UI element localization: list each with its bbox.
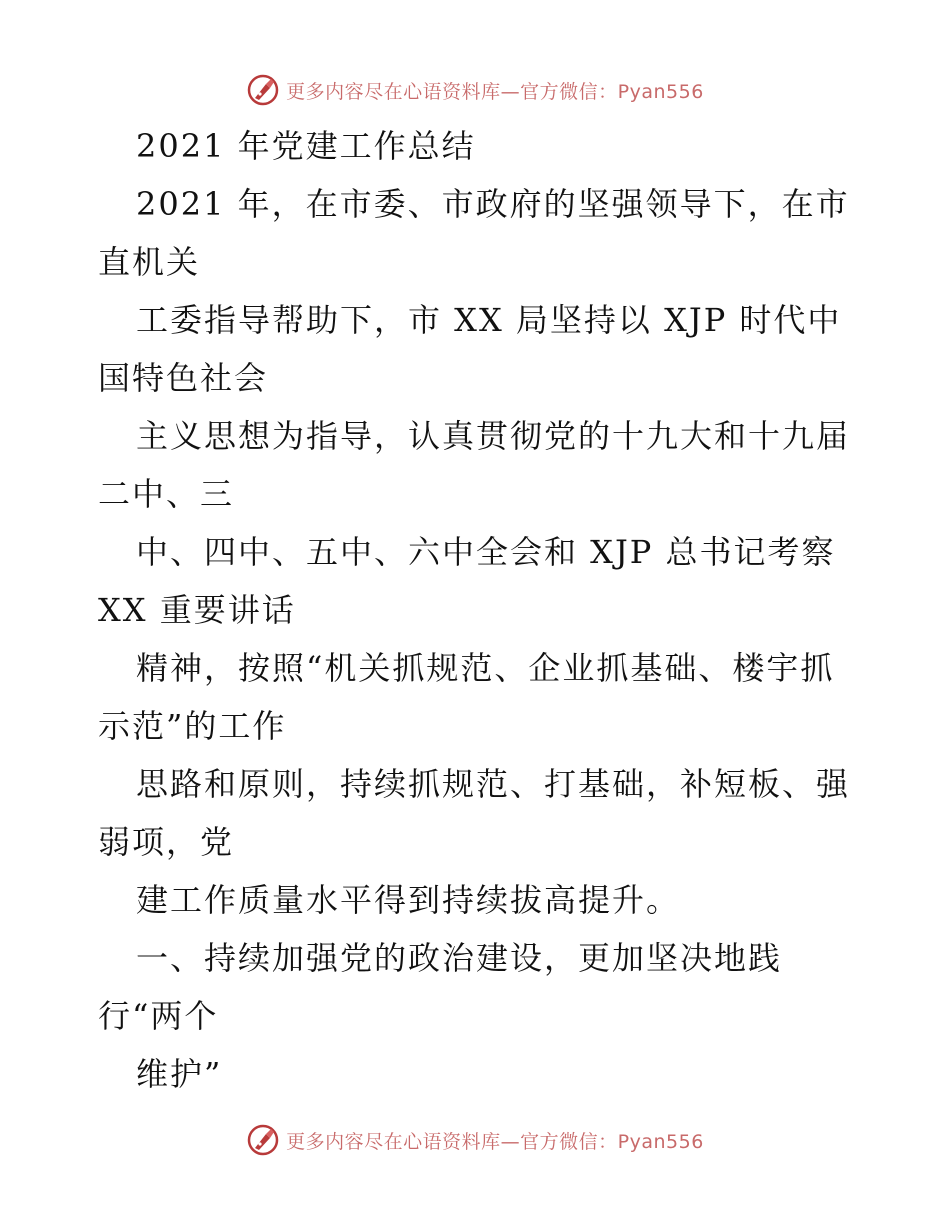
document-line: 中、四中、五中、六中全会和 XJP 总书记考察 — [136, 533, 836, 571]
pen-nib-logo-icon — [246, 73, 280, 107]
pen-nib-logo-icon — [246, 1123, 280, 1157]
watermark-text: 更多内容尽在心语资料库—官方微信：Pyan556 — [286, 1130, 704, 1153]
document-line: 思路和原则，持续抓规范、打基础，补短板、强 — [136, 765, 851, 803]
document-line: 建工作质量水平得到持续拔高提升。 — [136, 881, 681, 919]
document-line: 弱项，党 — [98, 823, 235, 861]
section-heading: 一、持续加强党的政治建设，更加坚决地践 — [136, 939, 783, 977]
document-line: 国特色社会 — [98, 359, 269, 397]
document-line: 二中、三 — [98, 475, 235, 513]
watermark-text: 更多内容尽在心语资料库—官方微信：Pyan556 — [286, 80, 704, 103]
document-line: XX 重要讲话 — [98, 591, 296, 629]
header-watermark — [0, 70, 950, 110]
document-line: 工委指导帮助下，市 XX 局坚持以 XJP 时代中 — [136, 301, 842, 339]
document-line: 主义思想为指导，认真贯彻党的十九大和十九届 — [136, 417, 851, 455]
document-line: 精神，按照“机关抓规范、企业抓基础、楼宇抓 — [136, 649, 835, 687]
document-line: 示范”的工作 — [98, 707, 287, 745]
footer-watermark — [0, 1120, 950, 1160]
section-heading-continued: 维护” — [136, 1055, 223, 1093]
document-line: 直机关 — [98, 243, 201, 281]
document-line: 2021 年，在市委、市政府的坚强领导下，在市 — [136, 185, 850, 223]
section-heading-continued: 行“两个 — [98, 997, 219, 1035]
document-title: 2021 年党建工作总结 — [136, 127, 476, 165]
